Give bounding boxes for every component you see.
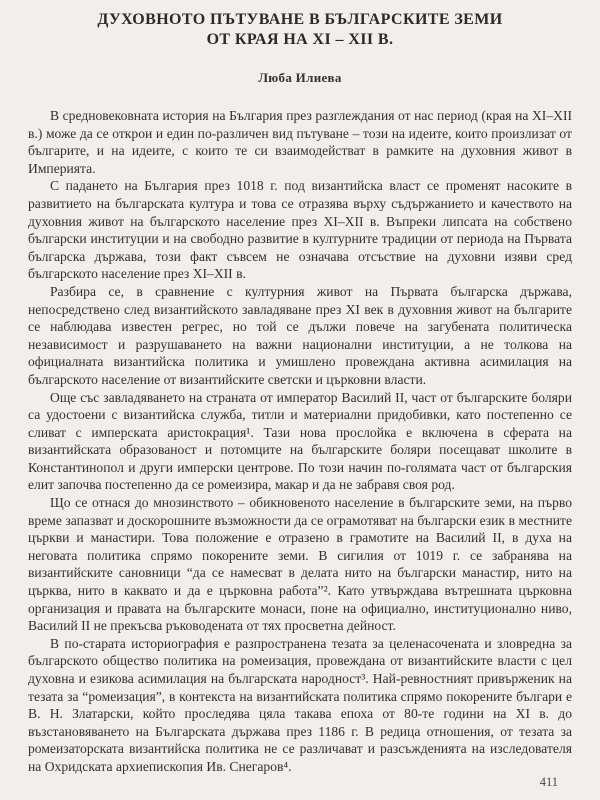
- article-body: [28, 107, 572, 776]
- article-author: Люба Илиева: [258, 70, 342, 85]
- paragraph-4: Още със завладяването на страната от император Василий II, част от българските боляри са удостоени с византийска служба, титли и материални придобивки, като постепенно се сливат с имперската аристокрация¹. Тази нова прослойка е включена в сферата на византийската образованост и потомците на българските боляри посещават школите в Константинопол и други имперски центрове. По този начин по-голямата част от българския елит започва постепенно да се ромеизира, макар и да не забравя своя род.: [28, 389, 572, 493]
- article-title: [28, 10, 572, 50]
- paragraph-2: С падането на България през 1018 г. под византийска власт се променят насоките в развитието на българската култура и това се отразява върху съдържанието и качеството на духовния живот на българското население през XI–XII в. Въпреки липсата на собствено български институции и на свободно развитие в културните традиции от периода на Първата българска държава, този факт съвсем не означава отсъствие на духовни изяви сред българското население през XI–XII в.: [28, 178, 572, 282]
- paragraph-3: Разбира се, в сравнение с културния живот на Първата българска държава, непосредствено след византийското завладяване през XI век в духовния живот на българите се наблюдава известен регрес, но той се дължи повече на загубената политическа независимост и разрушаването на важни национални институции, а не толкова на официалната византийска политика и умишлено провеждана активна асимилация на българското население от византийските светски и църковни власти.: [28, 283, 572, 387]
- paragraph-5: Що се отнася до мнозинството – обикновеното население в българските земи, на първо време запазват и доскорошните възможности да се ограмотяват на български език в местните църкви и манастири. Това положение е отразено в грамотите на Василий II, в духа на неговата политика спрямо покорените земи. В сигилия от 1019 г. се забранява на византийските сановници “да се намесват в делата нито на български манастир, нито на църква, нито в каквато и да е църковна работа”². Като утвърждава вътрешната църковна организация и правата на българските монаси, поне на официално, институционално ниво, Василий II не прекъсва ръководената от тях просветна дейност.: [28, 495, 572, 634]
- paragraph-1: В средновековната история на България през разглеждания от нас период (края на XI–XII в.) може да се открои и един по-различен вид пътуване – този на идеите, които произлизат от българите, и на идеите, с които те си взаимодействат в рамките на духовния живот в Империята.: [28, 108, 572, 176]
- article-title-line2: ОТ КРАЯ НА XI – XII В.: [206, 31, 394, 48]
- article-title-line1: ДУХОВНОТО ПЪТУВАНЕ В БЪЛГАРСКИТЕ ЗЕМИ: [97, 11, 503, 28]
- paragraph-6: В по-старата историография е разпространена тезата за целенасочената и зловредна за българското общество политика на ромеизация, провеждана от византийските власти с цел духовна и езикова асимилация на българската народност³. Най-ревностният привърженик на тезата за “ромеизация”, в контекста на византийската политика спрямо покорените българи е В. Н. Златарски, който проследява цяла такава епоха от 80-те години на XI в. до възстановяването на Българската държава през 1186 г. В редица отношения, от тезата за ромеизаторската византийска политика не се различават и разсъжденията на изследователя на Охридската архиепископия Ив. Снегаров⁴.: [28, 635, 572, 774]
- page-number: 411: [539, 775, 558, 789]
